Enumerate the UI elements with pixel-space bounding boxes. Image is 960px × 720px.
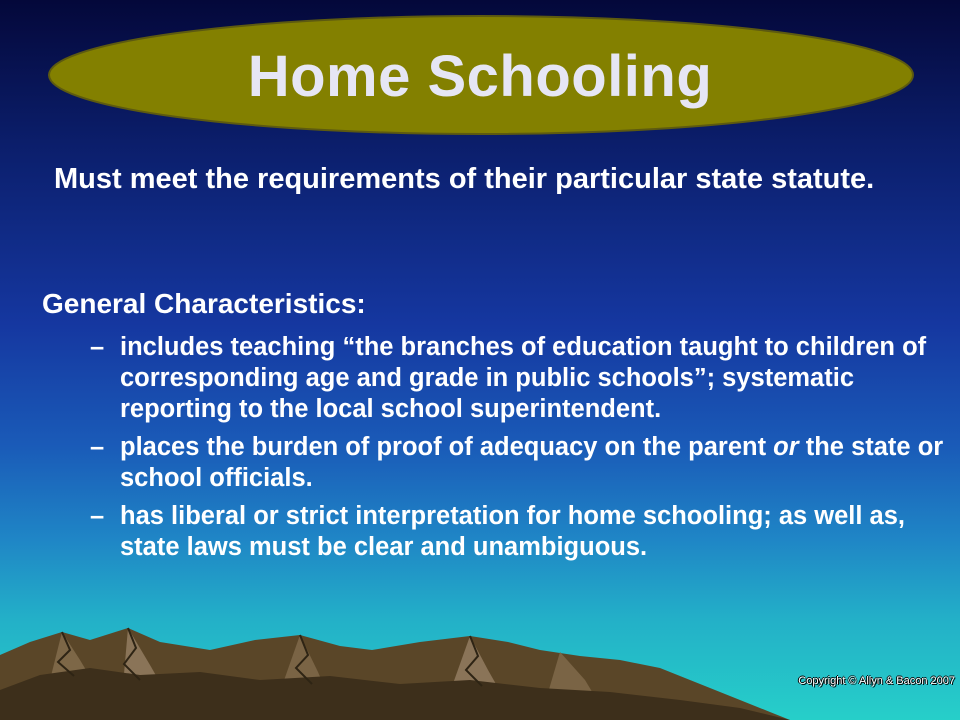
- list-item-emphasis: or: [773, 433, 799, 461]
- list-item: [90, 501, 952, 563]
- list-item-text: has liberal or strict interpretation for home schooling; as well as, state laws must be clear and unambiguous.: [120, 502, 906, 561]
- bullet-dash: –: [90, 333, 105, 361]
- list-item-text-after: the state or school officials.: [120, 433, 944, 492]
- intro-statement: Must meet the requirements of their particular state statute.: [54, 163, 875, 195]
- mountain-range-illustration: [0, 628, 790, 720]
- list-item: [90, 332, 952, 425]
- section-heading: General Characteristics:: [42, 288, 366, 319]
- copyright-notice: Copyright © Allyn & Bacon 2007: [798, 675, 955, 687]
- list-item-text-before: places the burden of proof of adequacy on the parent: [120, 433, 774, 461]
- slide-title: Home Schooling: [247, 44, 713, 109]
- characteristics-list: [90, 332, 952, 570]
- list-item-text: [120, 433, 943, 492]
- bullet-dash: –: [90, 433, 105, 461]
- list-item-text: includes teaching “the branches of education taught to children of corresponding age and grade in public schools”; systematic reporting to the local school superintendent.: [120, 333, 927, 423]
- list-item: [90, 432, 952, 494]
- bullet-dash: –: [90, 502, 105, 530]
